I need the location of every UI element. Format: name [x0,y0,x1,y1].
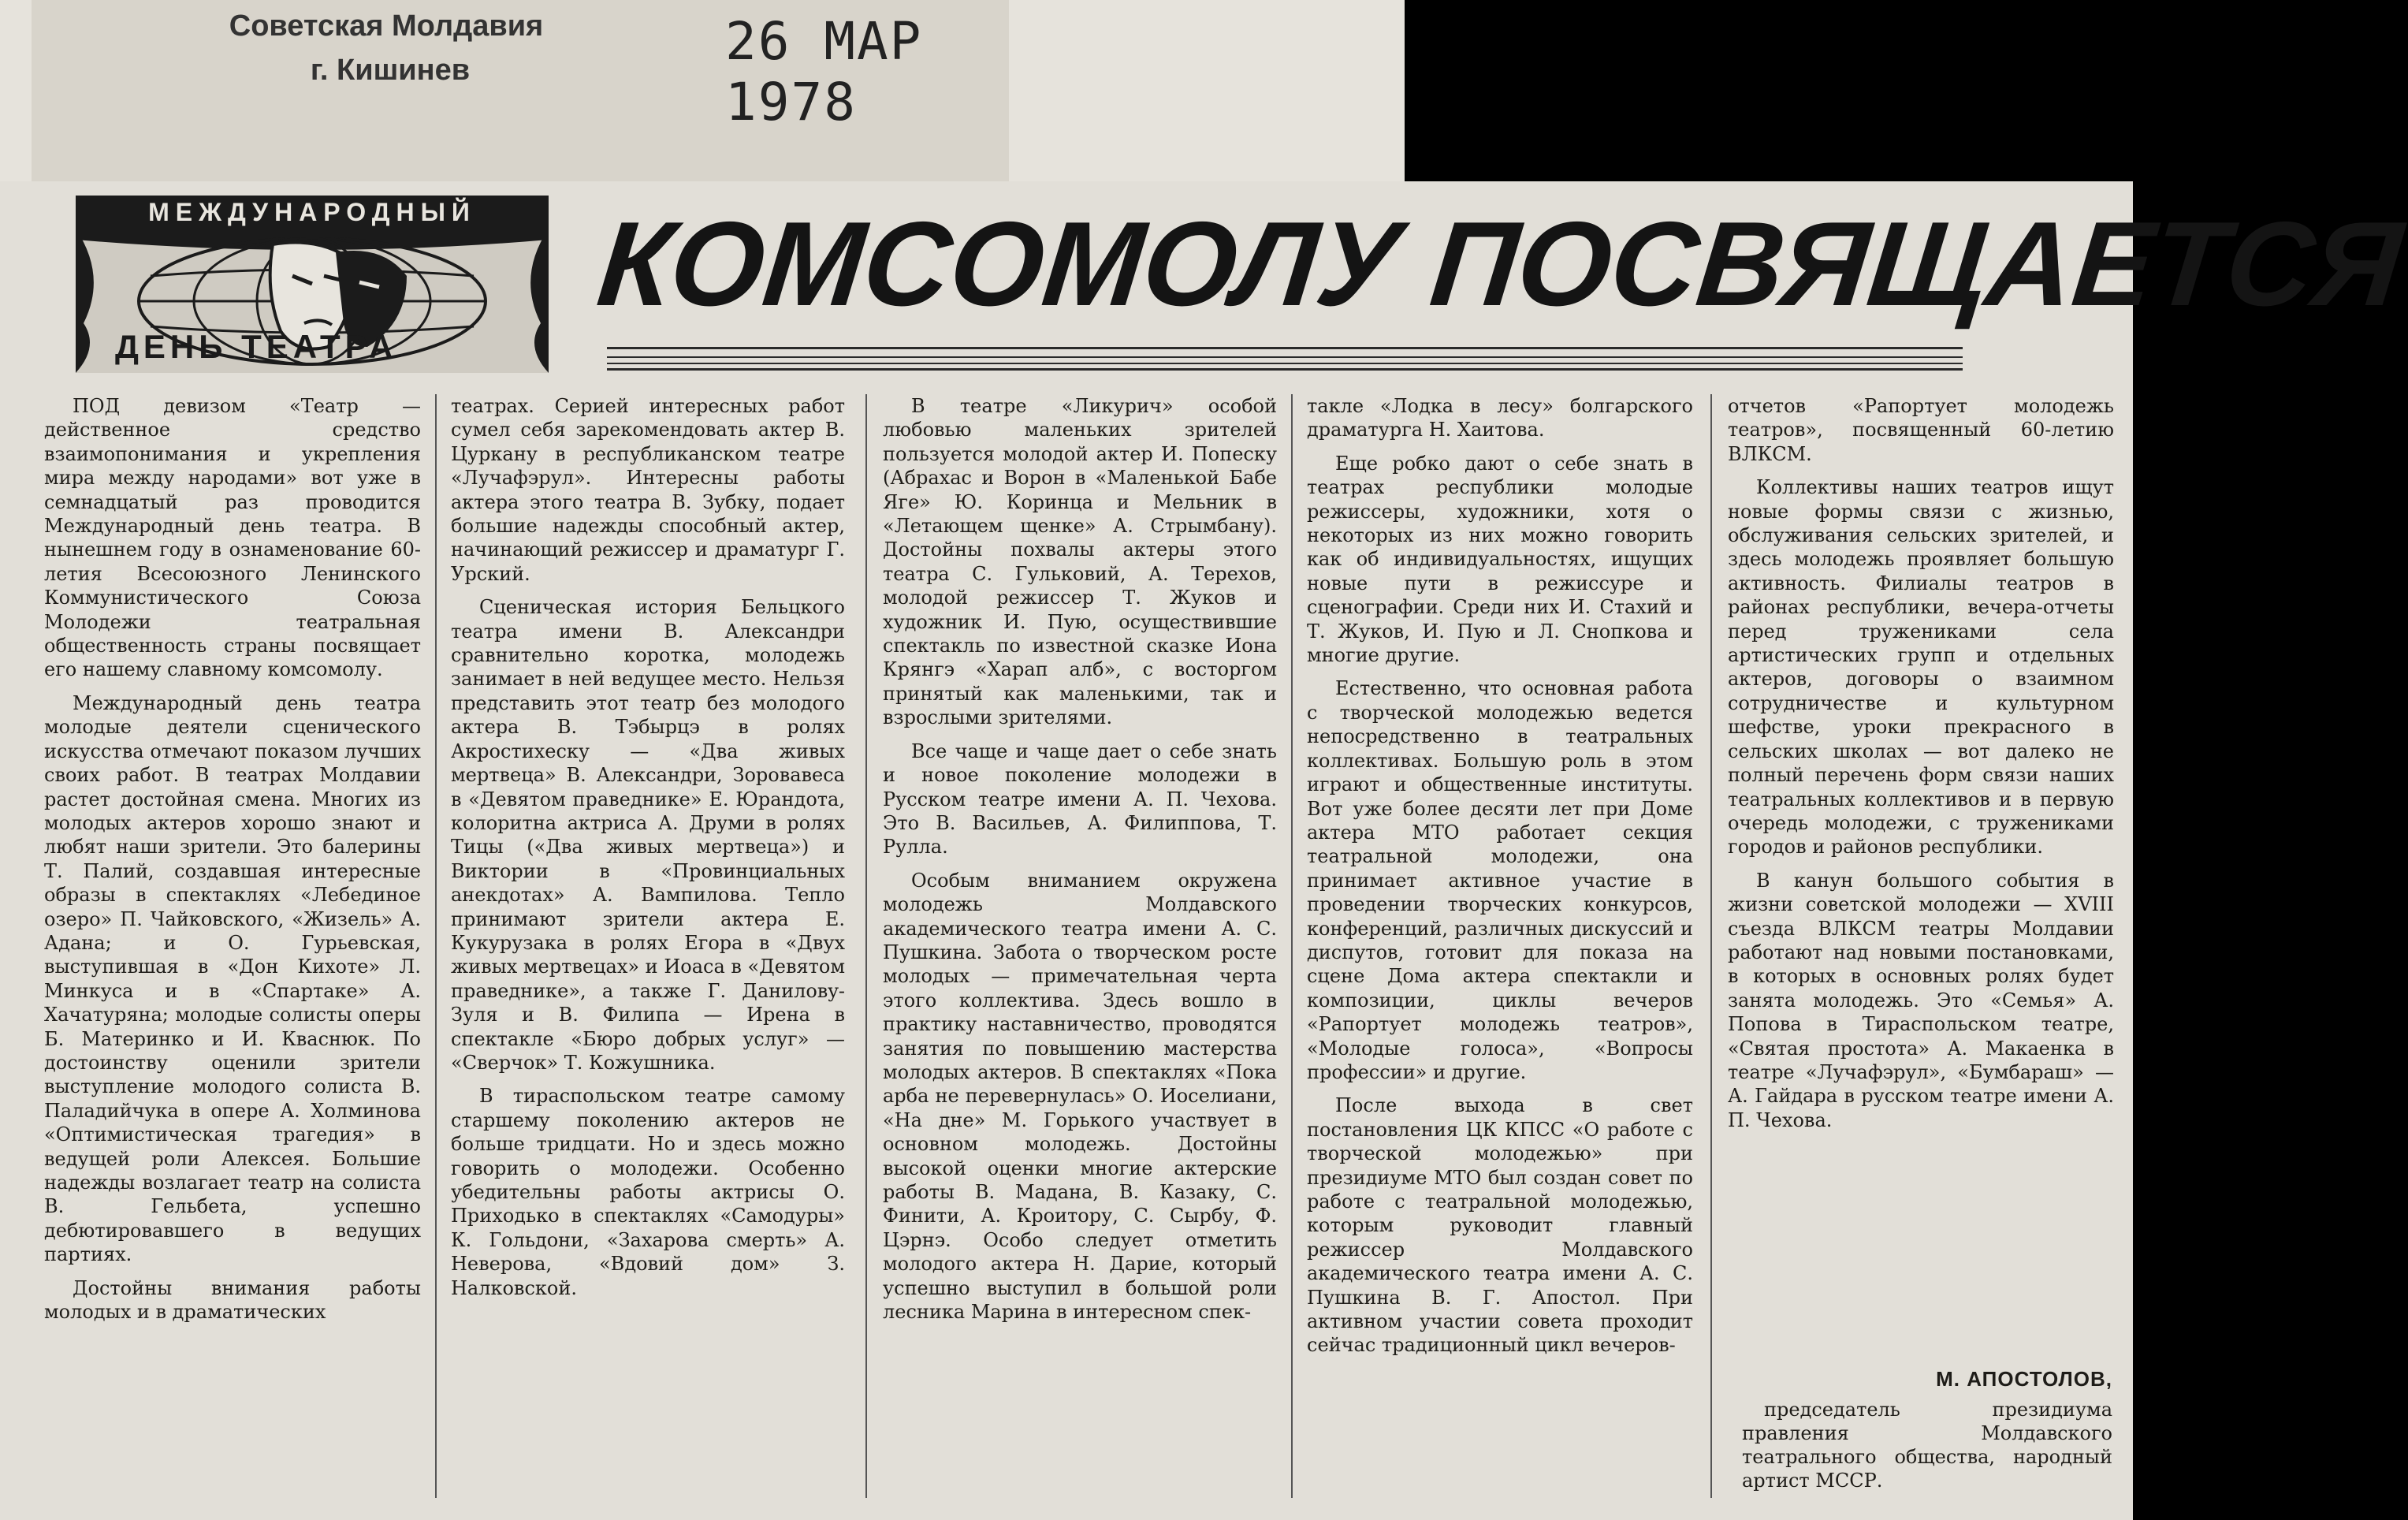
theatre-day-logo [76,196,549,373]
stamp-city: г. Кишинев [310,54,471,87]
article-column-5 [1728,394,2114,1356]
logo-top-text: МЕЖДУНАРОДНЫЙ [76,196,549,229]
column-divider [865,394,867,1498]
headline: КОМСОМОЛУ ПОСВЯЩАЕТСЯ [592,197,2408,331]
paragraph: Достойны внимания работы молодых и в драматических [44,1276,421,1324]
article-column-1 [44,394,421,1498]
author-title: председатель президиума правления Молдавского театрального общества, народный артист МССР. [1742,1399,2112,1492]
paragraph: Еще робко дают о себе знать в театрах республики молодые режиссеры, художники, хотя о некоторых из них можно говорить как об индивидуальностях, ищущих новые пути в режиссуре и сценографии. Среди них И. Стахий и Т. Жуков, И. Пую и Л. Снопкова и многие другие. [1307,452,1693,667]
headline-rule [607,347,1963,371]
paragraph: Все чаще и чаще дает о себе знать и новое поколение молодежи в Русском театре имени А. П. Чехова. Это В. Васильев, А. Филиппова, Т. Рулла. [883,740,1277,859]
paragraph: Особым вниманием окружена молодежь Молдавского академического театра имени А. С. Пушкина. Забота о творческом росте молодых — примечательная черта этого коллектива. Здесь вошло в практику наставничество, проводятся занятия по повышению мастерства молодых актеров. В спектаклях «Пока арба не перевернулась» О. Иоселиани, «На дне» М. Горького участвует в основном молодежь. Достойны высокой оценки многие актерские работы В. Мадана, В. Казаку, С. Финити, А. Кроитору, С. Сырбу, Ф. Цэрнэ. Особо следует отметить молодого актера Н. Дарие, который успешно выступил в большой роли лесника Марина в интересном спек- [883,869,1277,1324]
author-signature [1742,1367,2112,1492]
paragraph: Международный день театра молодые деятели сценического искусства отмечают показом лучших своих работ. В театрах Молдавии растет достойная смена. Многих из молодых актеров хорошо знают и любят наши зрители. Это балерины Т. Палий, создавшая интересные образы в спектаклях «Лебединое озеро» П. Чайковского, «Жизель» А. Адана; и О. Гурьевская, выступившая в «Дон Кихоте» Л. Минкуса и в «Спартаке» А. Хачатуряна; молодые солисты оперы Б. Материнко и И. Кваснюк. По достоинству оценили зрители выступление молодого солиста В. Паладийчука в опере А. Холминова «Оптимистическая трагедия» в ведущей роли Алексея. Большие надежды возлагает театр на солиста В. Гельбета, успешно дебютировавшего в ведущих партиях. [44,691,421,1266]
article-column-3 [883,394,1277,1498]
paragraph-lead: ПОД девизом «Театр —действенное средство взаимопонимания и укрепления мира между народами» вот уже в семнадцатый раз проводится Международный день театра. В нынешнем году в ознаменование 60-летия Всесоюзного Ленинского Коммунистического Союза Молодежи театральная общественность страны посвящает его нашему славному комсомолу. [44,395,421,681]
paragraph: Коллективы наших театров ищут новые формы связи с жизнью, обслуживания сельских зрителей, и здесь молодежь проявляет большую активность. Филиалы театров в районах республики, вечера-отчеты перед тружениками села артистических групп и отдельных актеров, договоры о взаимном сотрудничестве и культурном шефстве, уроки прекрасного в сельских школах — вот далеко не полный перечень форм связи наших театральных коллективов и в первую очередь молодежи, с тружениками городов и районов республики. [1728,476,2114,859]
paragraph: В театре «Ликурич» особой любовью маленьких зрителей пользуется молодой актер И. Попеску (Абрахас и Ворон в «Маленькой Бабе Яге» Ю. Коринца и Мельник в «Летающем щенке» А. Стрымбану). Достойны похвалы актеры этого театра С. Гульковий, А. Терехов, молодой режиссер Т. Жуков и художник И. Пую, осуществившие спектакль по известной сказке Иона Крянгэ «Харап алб», с восторгом принятый как маленькими, так и взрослыми зрителями. [883,395,1277,729]
clipping-stamp [32,0,1009,181]
logo-bottom-text: ДЕНЬ ТЕАТРА [115,328,398,365]
stamp-date: 26 МАР 1978 [725,11,923,132]
paragraph-continued: театрах. Серией интересных работ сумел себя зарекомендовать актер В. Цуркану в республиканском театре «Лучафэрул». Интересны работы актера этого театра В. Зубку, подает большие надежды способный актер, начинающий режиссер и драматург Г. Урский. [451,395,845,585]
author-name: М. АПОСТОЛОВ, [1936,1367,2112,1391]
column-divider [435,394,437,1498]
article-column-2 [451,394,845,1498]
paragraph: В канун большого события в жизни советской молодежи — XVIII съезда ВЛКСМ театры Молдавии работают над новыми постановками, в которых в основных ролях будет занята молодежь. Это «Семья» А. Попова в Тираспольском театре, «Святая простота» А. Макаенка в театре «Лучафэрул», «Бумбараш» — А. Гайдара в русском театре имени А. П. Чехова. [1728,869,2114,1131]
paragraph-continued: такле «Лодка в лесу» болгарского драматурга Н. Хаитова. [1307,395,1693,441]
paragraph: После выхода в свет постановления ЦК КПСС «О работе с творческой молодежью» при президиуме МТО был создан совет по работе с театральной молодежью, которым руководит главный режиссер Молдавского академического театра имени А. С. Пушкина В. Г. Апостол. При активном участии совета проходит сейчас традиционный цикл вечеров- [1307,1094,1693,1357]
column-divider [1710,394,1712,1498]
paragraph-continued: отчетов «Рапортует молодежь театров», посвященный 60-летию ВЛКСМ. [1728,395,2114,465]
paragraph: Естественно, что основная работа с творческой молодежью ведется непосредственно в театральных коллективах. Большую роль в этом играют и общественные институты. Вот уже более десяти лет при Доме актера МТО работает секция театральной молодежи, она принимает активное участие в проведении творческих конкурсов, конференций, различных дискуссий и диспутов, готовит для показа на сцене Дома актера спектакли и композиции, циклы вечеров «Рапортует молодежь театров», «Молодые голоса», «Вопросы профессии» и другие. [1307,677,1693,1083]
article-column-4 [1307,394,1693,1498]
paragraph: В тираспольском театре самому старшему поколению актеров не больше тридцати. Но и здесь можно говорить о молодежи. Особенно убедительны работы актрисы О. Приходько в спектаклях «Самодуры» К. Гольдони, «Захарова смерть» А. Неверова, «Вдовий дом» З. Налковской. [451,1085,845,1299]
paragraph: Сценическая история Бельцкого театра имени В. Александри сравнительно коротка, молодежь занимает в ней ведущее место. Нельзя представить этот театр без молодого актера В. Тэбырцэ в ролях Акростихеску — «Два живых мертвеца» В. Александри, Зоровавеса в «Девятом праведнике» Е. Юрандота, колоритна актриса А. Друми в ролях Тицы («Два живых мертвеца») и Виктории в «Провинциальных анекдотах» А. Вампилова. Тепло принимают зрители актера Е. Кукурузака в ролях Егора в «Двух живых мертвецах» и Иоаса в «Девятом праведнике», а также Г. Даниловy-Зуля и В. Филипа — Ирена в спектакле «Бюро добрых услуг» — «Сверчок» Т. Кожушника. [451,596,845,1074]
stamp-newspaper-name: Советская Молдавия [229,9,544,43]
column-divider [1291,394,1293,1498]
